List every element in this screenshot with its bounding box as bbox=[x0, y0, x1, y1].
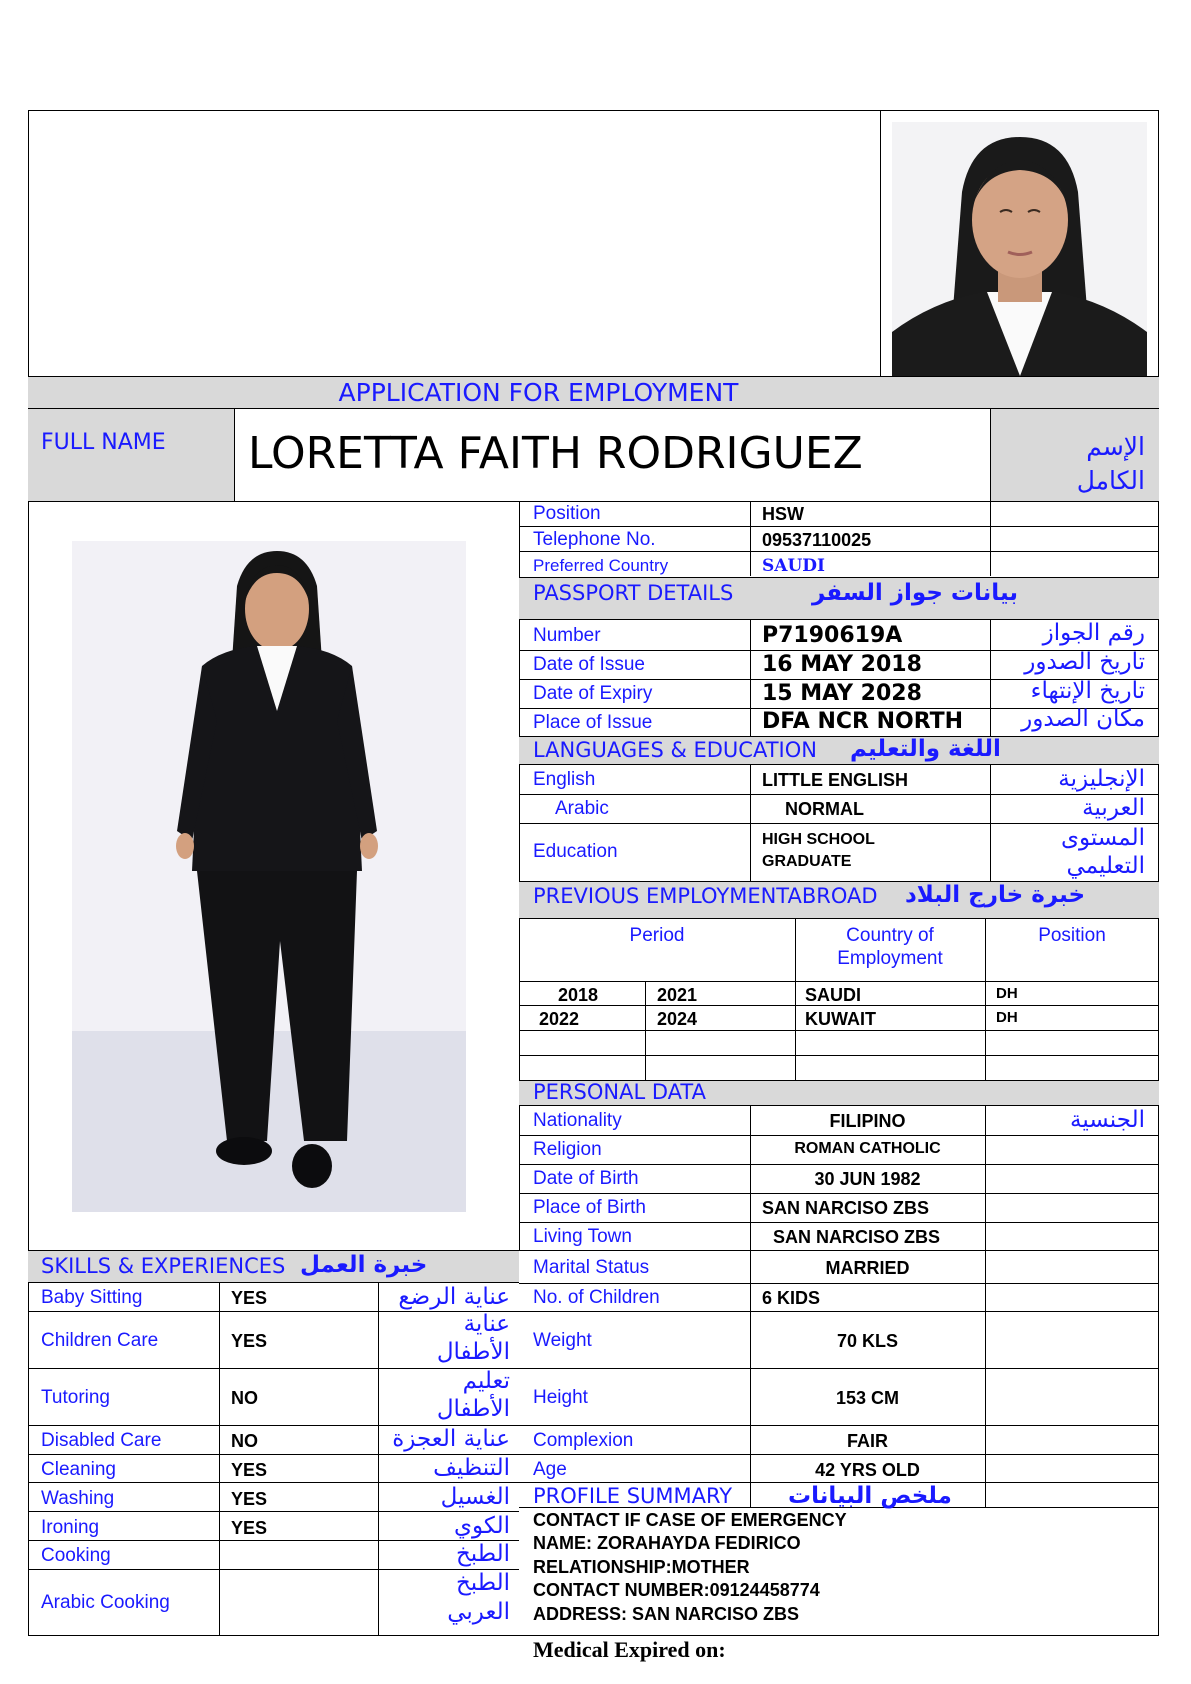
employment-from: 2022 bbox=[539, 1009, 580, 1029]
education-ar: التعليمي bbox=[1066, 853, 1145, 879]
passport-place-ar: مكان الصدور bbox=[1021, 706, 1145, 732]
profile-header-ar: ملخص البيانات bbox=[788, 1483, 952, 1509]
employment-col-period: Period bbox=[629, 925, 685, 946]
passport-place-label: Place of Issue bbox=[533, 712, 653, 733]
skill-value: YES bbox=[231, 1518, 268, 1538]
skill-ar: الأطفال bbox=[436, 1339, 510, 1365]
skill-label: Washing bbox=[41, 1488, 115, 1509]
weight-label: Weight bbox=[533, 1330, 592, 1351]
age-label: Age bbox=[533, 1459, 567, 1480]
employment-country: SAUDI bbox=[805, 985, 862, 1005]
passport-number-ar: رقم الجواز bbox=[1042, 620, 1145, 646]
full-body-photo bbox=[72, 541, 466, 1212]
english-value: LITTLE ENGLISH bbox=[762, 770, 908, 790]
pob-value: SAN NARCISO ZBS bbox=[762, 1198, 930, 1218]
portrait-photo bbox=[892, 122, 1147, 376]
employment-header-ar: خبرة خارج البلاد bbox=[905, 882, 1086, 908]
skill-ar: عناية العجزة bbox=[392, 1426, 510, 1452]
skill-label: Children Care bbox=[41, 1330, 159, 1351]
employment-from: 2018 bbox=[558, 985, 599, 1005]
weight-value: 70 KLS bbox=[836, 1331, 899, 1351]
passport-expiry-label: Date of Expiry bbox=[533, 683, 653, 704]
telephone-label: Telephone No. bbox=[533, 529, 656, 550]
education-ar: المستوى bbox=[1060, 825, 1145, 851]
skill-value: YES bbox=[231, 1489, 268, 1509]
english-ar: الإنجليزية bbox=[1058, 766, 1145, 792]
skill-ar: عناية الرضع bbox=[398, 1284, 510, 1310]
children-label: No. of Children bbox=[533, 1287, 660, 1308]
profile-line: ADDRESS: SAN NARCISO ZBS bbox=[533, 1604, 800, 1624]
passport-place-value: DFA NCR NORTH bbox=[762, 709, 964, 734]
marital-label: Marital Status bbox=[533, 1257, 650, 1278]
employment-header: PREVIOUS EMPLOYMENTABROAD bbox=[533, 884, 878, 908]
skill-ar: الطبخ bbox=[455, 1541, 510, 1567]
full-name-label-ar: الكامل bbox=[1076, 466, 1145, 495]
skill-label: Cleaning bbox=[41, 1459, 116, 1480]
children-value: 6 KIDS bbox=[762, 1288, 821, 1308]
nationality-label: Nationality bbox=[533, 1110, 622, 1131]
employment-col-position: Position bbox=[1038, 925, 1106, 946]
passport-number-value: P7190619A bbox=[762, 623, 903, 648]
skill-label: Disabled Care bbox=[41, 1430, 162, 1451]
employment-position: DH bbox=[996, 985, 1018, 1002]
education-value: GRADUATE bbox=[762, 853, 852, 870]
nationality-ar: الجنسية bbox=[1070, 1107, 1145, 1133]
education-label: Education bbox=[533, 841, 618, 862]
full-name-value: LORETTA FAITH RODRIGUEZ bbox=[248, 428, 863, 479]
dob-value: 30 JUN 1982 bbox=[814, 1169, 921, 1189]
passport-header-ar: بيانات جواز السفر bbox=[812, 580, 1018, 606]
complexion-label: Complexion bbox=[533, 1430, 634, 1451]
english-label: English bbox=[533, 769, 596, 790]
employment-position: DH bbox=[996, 1009, 1018, 1026]
skill-ar: الطبخ bbox=[455, 1570, 510, 1596]
telephone-value: 09537110025 bbox=[762, 530, 872, 550]
skill-value: NO bbox=[231, 1388, 258, 1408]
passport-expiry-ar: تاريخ الإنتهاء bbox=[1030, 678, 1145, 704]
skill-label: Tutoring bbox=[41, 1387, 110, 1408]
religion-value: ROMAN CATHOLIC bbox=[794, 1140, 941, 1157]
passport-number-label: Number bbox=[533, 625, 601, 646]
passport-header: PASSPORT DETAILS bbox=[533, 581, 734, 605]
education-value: HIGH SCHOOL bbox=[762, 831, 875, 848]
arabic-value: NORMAL bbox=[785, 799, 864, 819]
passport-issue-label: Date of Issue bbox=[533, 654, 645, 675]
marital-value: MARRIED bbox=[825, 1258, 910, 1278]
skills-header: SKILLS & EXPERIENCES bbox=[41, 1254, 286, 1278]
skill-ar: الأطفال bbox=[436, 1396, 510, 1422]
skill-ar: تعليم bbox=[462, 1368, 510, 1394]
profile-line: RELATIONSHIP:MOTHER bbox=[533, 1557, 750, 1577]
skills-header-ar: خبرة العمل bbox=[300, 1252, 428, 1278]
pob-label: Place of Birth bbox=[533, 1197, 646, 1218]
preferred-country-label: Preferred Country bbox=[533, 556, 669, 575]
skill-value: YES bbox=[231, 1288, 268, 1308]
full-name-label: FULL NAME bbox=[41, 430, 166, 455]
profile-header: PROFILE SUMMARY bbox=[533, 1484, 733, 1508]
employment-country: KUWAIT bbox=[805, 1009, 876, 1029]
religion-label: Religion bbox=[533, 1139, 602, 1160]
skill-value: YES bbox=[231, 1331, 268, 1351]
skill-value: NO bbox=[231, 1431, 258, 1451]
preferred-country-value: SAUDI bbox=[762, 556, 825, 576]
skill-ar: العربي bbox=[447, 1599, 510, 1625]
skill-ar: التنظيف bbox=[433, 1455, 510, 1481]
medical-expiry: Medical Expired on: bbox=[533, 1637, 726, 1662]
profile-line: CONTACT IF CASE OF EMERGENCY bbox=[533, 1510, 847, 1530]
skill-label: Cooking bbox=[41, 1545, 111, 1566]
dob-label: Date of Birth bbox=[533, 1168, 639, 1189]
arabic-ar: العربية bbox=[1082, 795, 1145, 821]
arabic-label: Arabic bbox=[555, 798, 609, 819]
skill-label: Ironing bbox=[41, 1517, 100, 1538]
skill-ar: الكوي bbox=[454, 1513, 510, 1539]
passport-expiry-value: 15 MAY 2028 bbox=[762, 681, 922, 706]
employment-to: 2024 bbox=[657, 1009, 698, 1029]
employment-col-country: Employment bbox=[837, 948, 943, 969]
passport-issue-value: 16 MAY 2018 bbox=[762, 652, 922, 677]
profile-line: CONTACT NUMBER:09124458774 bbox=[533, 1580, 820, 1600]
height-value: 153 CM bbox=[835, 1388, 900, 1408]
skill-ar: عناية bbox=[463, 1311, 510, 1337]
skill-label: Baby Sitting bbox=[41, 1287, 143, 1308]
nationality-value: FILIPINO bbox=[829, 1111, 906, 1131]
living-town-label: Living Town bbox=[533, 1226, 632, 1247]
profile-line: NAME: ZORAHAYDA FEDIRICO bbox=[533, 1533, 801, 1553]
passport-issue-ar: تاريخ الصدور bbox=[1024, 649, 1145, 675]
full-name-label-ar: الإسم bbox=[1086, 432, 1145, 461]
position-label: Position bbox=[533, 503, 601, 524]
page-title: APPLICATION FOR EMPLOYMENT bbox=[338, 378, 739, 407]
age-value: 42 YRS OLD bbox=[815, 1460, 920, 1480]
personal-header: PERSONAL DATA bbox=[533, 1080, 706, 1104]
employment-to: 2021 bbox=[657, 985, 698, 1005]
position-value: HSW bbox=[762, 504, 804, 524]
languages-header: LANGUAGES & EDUCATION bbox=[533, 738, 817, 762]
living-town-value: SAN NARCISO ZBS bbox=[773, 1227, 941, 1247]
complexion-value: FAIR bbox=[846, 1431, 888, 1451]
height-label: Height bbox=[533, 1387, 588, 1408]
skill-ar: الغسيل bbox=[440, 1484, 510, 1510]
skill-label: Arabic Cooking bbox=[41, 1592, 170, 1613]
skill-value: YES bbox=[231, 1460, 268, 1480]
languages-header-ar: اللغة والتعليم bbox=[850, 736, 1001, 762]
employment-col-country: Country of bbox=[846, 925, 934, 946]
